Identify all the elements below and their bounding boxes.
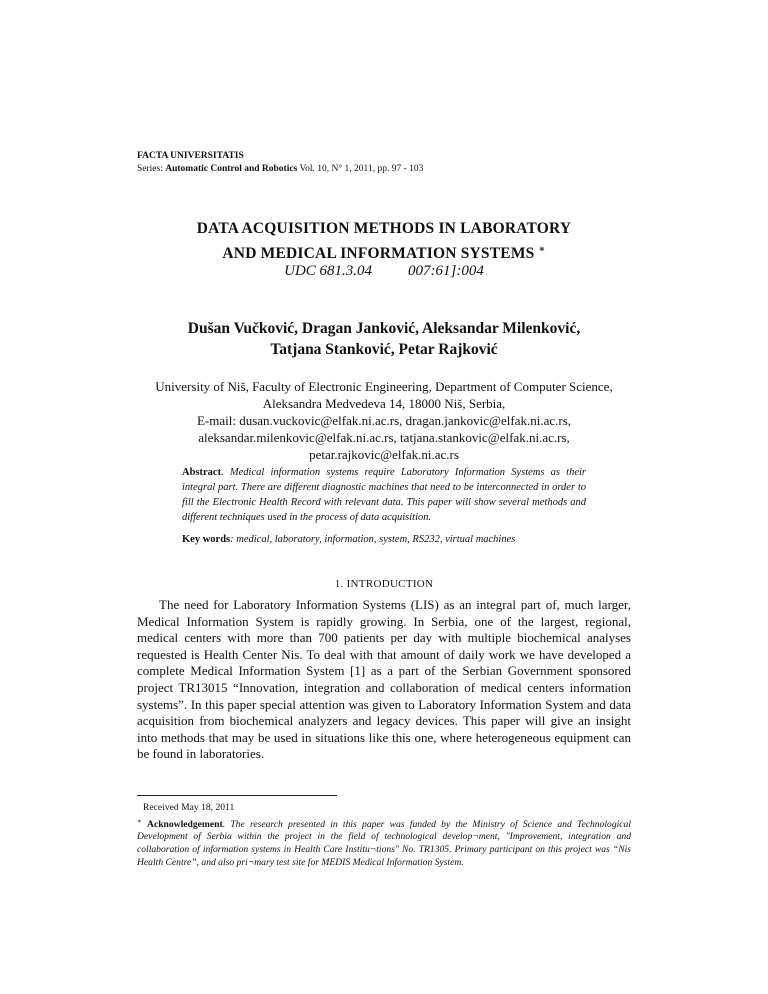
title-line-1: DATA ACQUISITION METHODS IN LABORATORY [196,220,572,237]
author-list [137,318,631,360]
journal-name: FACTA UNIVERSITATIS [137,151,244,161]
ack-text: . The research presented in this paper was funded by the Ministry of Science and Technological Development of Serbia within the project in the field of technological develop¬ment, "Improvement, integration and collaboration of information systems in Health Care Institu¬tions" No. TR1305. Primary participant on this project was “Nis Health Centre”, and also pri¬mary test site for MEDIS Medical Information System. [137,818,632,868]
paper-title [137,218,631,264]
keywords-label: Key words [182,534,231,545]
udc-code-2: 007:61]:004 [408,263,484,279]
received-date: Received May 18, 2011 [143,802,235,813]
authors-line-1: Dušan Vučković, Dragan Janković, Aleksandar Milenković, [187,320,581,337]
title-footnote-marker: ∗ [538,244,546,255]
journal-header [137,150,423,176]
abstract-label: Abstract [182,467,222,478]
body-paragraph: The need for Laboratory Information Systems (LIS) as an integral part of, much larger, Medical Information System is rapidly growing. In Serbia, one of the largest, regional, medical centers with more than 700 patients per day with multiple biochemical analyses requested is Health Center Nis. To deal with that amount of daily work we have developed a complete Medical Information System [1] as a part of the Serbian Government sponsored project TR13015 “Innovation, integration and collaboration of medical centers information systems”. In this paper special attention was given to Laboratory Information System and data acquisition from biochemical analyzers and legacy devices. This paper will give an insight into methods that may be used in situations like this one, where heterogeneous equipment can be found in laboratories. [137,597,631,762]
keywords-text: : medical, laboratory, information, system, RS232, virtual machines [230,534,516,545]
series-details: Vol. 10, N° 1, 2011, pp. 97 - 103 [297,164,424,174]
journal-series [137,163,423,176]
series-prefix: Series: [137,164,166,174]
footnote-rule [137,795,337,796]
affiliation-emails-3: petar.rajkovic@elfak.ni.ac.rs [309,447,459,462]
acknowledgement [137,815,631,870]
ack-marker: ∗ [137,816,142,825]
keywords [182,532,586,547]
abstract [182,465,586,525]
affiliation [137,378,631,463]
authors-line-2: Tatjana Stanković, Petar Rajković [270,341,498,358]
title-line-2: AND MEDICAL INFORMATION SYSTEMS ∗ [222,244,546,263]
abstract-text: . Medical information systems require Laboratory Information Systems as their integral part. There are different diagnostic machines that need to be interconnected in order to fill the Electronic Health Record with relevant data. This paper will show several methods and different techniques used in the process of data acquisition. [182,467,586,523]
affiliation-line-1: University of Niš, Faculty of Electronic Engineering, Department of Computer Science, [155,379,613,394]
ack-label: Acknowledgement [147,818,223,830]
section-heading: 1. INTRODUCTION [334,578,434,590]
affiliation-line-2: Aleksandra Medvedeva 14, 18000 Niš, Serbia, [262,396,506,411]
udc-codes [137,263,631,280]
udc-code-1: UDC 681.3.04 [284,263,373,279]
affiliation-emails-2: aleksandar.milenkovic@elfak.ni.ac.rs, tatjana.stankovic@elfak.ni.ac.rs, [198,430,570,445]
series-name: Automatic Control and Robotics [165,164,298,174]
footnotes [137,802,631,869]
affiliation-emails-1: E-mail: dusan.vuckovic@elfak.ni.ac.rs, dragan.jankovic@elfak.ni.ac.rs, [196,413,572,428]
